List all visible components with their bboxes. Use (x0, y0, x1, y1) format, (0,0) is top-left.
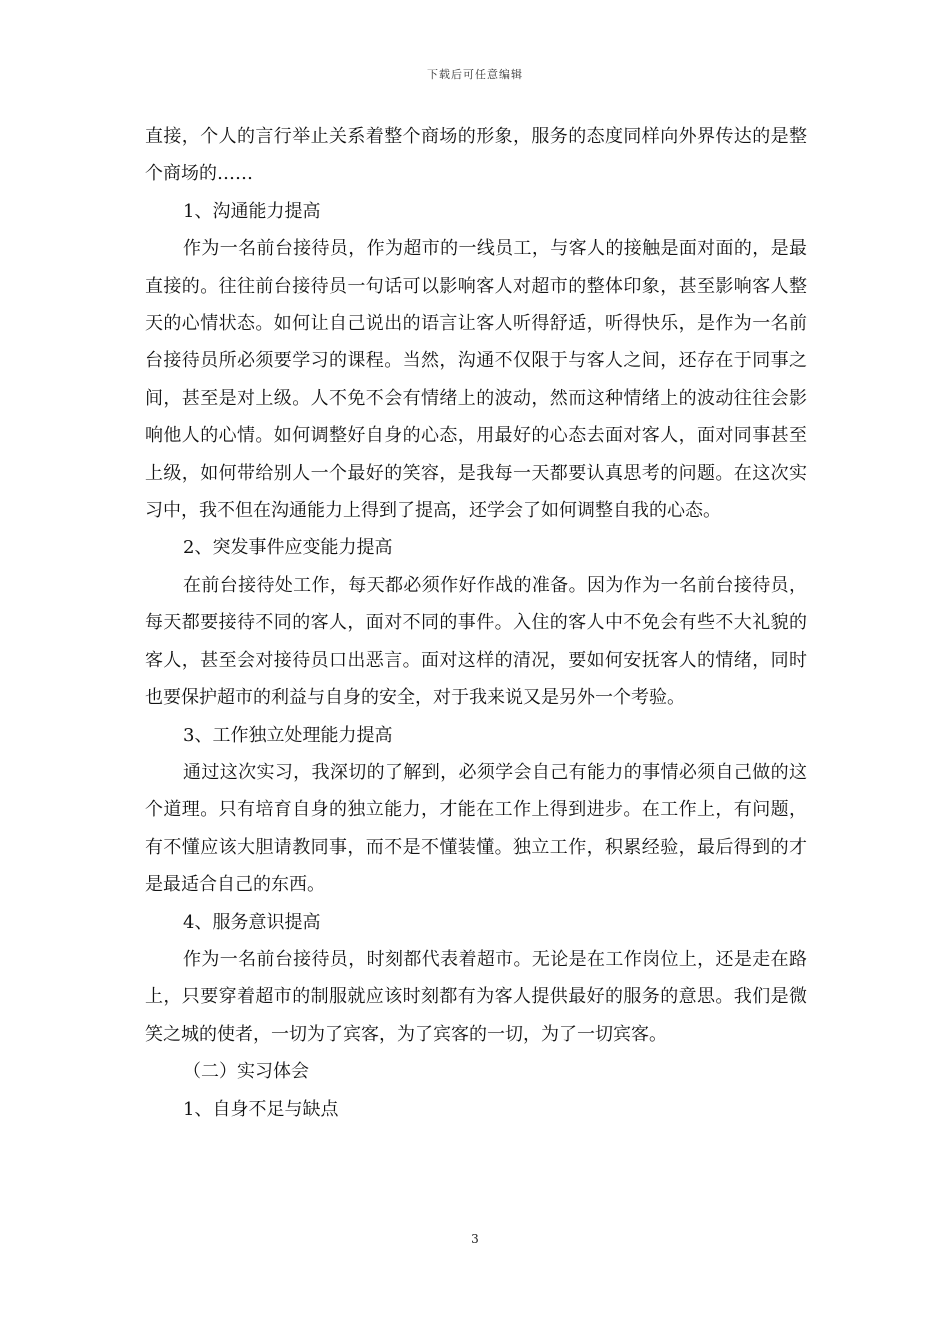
page-number: 3 (471, 1232, 479, 1246)
section-heading-shortcomings: 1、自身不足与缺点 (183, 1098, 339, 1120)
section-heading-experience: （二）实习体会 (183, 1061, 309, 1083)
section-heading-service: 4、服务意识提高 (183, 911, 321, 933)
document-body (145, 118, 807, 1128)
page-header: 下载后可任意编辑 (427, 68, 523, 81)
paragraph-communication: 作为一名前台接待员，作为超市的一线员工，与客人的接触是面对面的，是最直接的。往往前台接待员一句话可以影响客人对超市的整体印象，甚至影响客人整天的心情状态。如何让自己说出的语言让客人听得舒适，听得快乐，是作为一名前台接待员所必须要学习的课程。当然，沟通不仅限于与客人之间，还存在于同事之间，甚至是对上级。人不免不会有情绪上的波动，然而这种情绪上的波动往往会影响他人的心情。如何调整好自身的心态，用最好的心态去面对客人，面对同事甚至上级，如何带给别人一个最好的笑容，是我每一天都要认真思考的问题。在这次实习中，我不但在沟通能力上得到了提高，还学会了如何调整自我的心态。 (145, 238, 807, 522)
section-heading-emergency: 2、突发事件应变能力提高 (183, 537, 393, 559)
paragraph-independence: 通过这次实习，我深切的了解到，必须学会自己有能力的事情必须自己做的这个道理。只有培育自身的独立能力，才能在工作上得到进步。在工作上，有问题，有不懂应该大胆请教同事，而不是不懂装懂。独立工作，积累经验，最后得到的才是最适合自己的东西。 (145, 761, 807, 896)
section-heading-communication: 1、沟通能力提高 (183, 200, 321, 222)
paragraph-service: 作为一名前台接待员，时刻都代表着超市。无论是在工作岗位上，还是走在路上，只要穿着超市的制服就应该时刻都有为客人提供最好的服务的意思。我们是微笑之城的使者，一切为了宾客，为了宾客的一切，为了一切宾客。 (145, 948, 807, 1045)
paragraph-emergency: 在前台接待处工作，每天都必须作好作战的准备。因为作为一名前台接待员，每天都要接待不同的客人，面对不同的事件。入住的客人中不免会有些不大礼貌的客人，甚至会对接待员口出恶言。面对这样的清况，要如何安抚客人的情绪，同时也要保护超市的利益与自身的安全，对于我来说又是另外一个考验。 (145, 574, 807, 709)
paragraph-continuation: 直接，个人的言行举止关系着整个商场的形象，服务的态度同样向外界传达的是整个商场的…… (145, 126, 807, 185)
section-heading-independence: 3、工作独立处理能力提高 (183, 724, 393, 746)
